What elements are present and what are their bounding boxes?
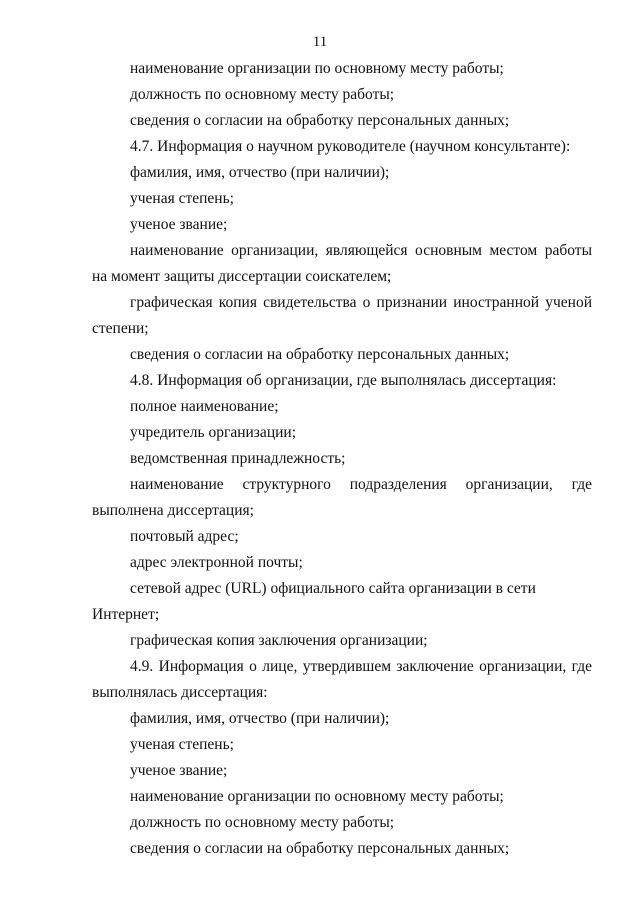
paragraph-14: ведомственная принадлежность; xyxy=(130,450,346,467)
paragraph-26: сведения о согласии на обработку персональных данных; xyxy=(130,840,510,857)
page-number: 11 xyxy=(312,34,328,50)
paragraph-13: учредитель организации; xyxy=(130,424,297,441)
paragraph-3: сведения о согласии на обработку персональных данных; xyxy=(130,112,510,129)
paragraph-5: фамилия, имя, отчество (при наличии); xyxy=(130,164,390,181)
paragraph-23: ученое звание; xyxy=(130,762,228,779)
paragraph-11: 4.8. Информация об организации, где выполнялась диссертация: xyxy=(130,372,557,389)
paragraph-22: ученая степень; xyxy=(130,736,234,753)
document-body xyxy=(92,56,592,862)
paragraph-19: графическая копия заключения организации; xyxy=(130,632,428,649)
paragraph-12: полное наименование; xyxy=(130,398,279,415)
paragraph-4: 4.7. Информация о научном руководителе (научном консультанте): xyxy=(130,138,571,155)
paragraph-10: сведения о согласии на обработку персональных данных; xyxy=(130,346,510,363)
paragraph-20: 4.9. Информация о лице, утвердившем заключение организации, где выполнялась диссертация: xyxy=(92,658,592,701)
paragraph-9: графическая копия свидетельства о признании иностранной ученой степени; xyxy=(92,294,592,337)
paragraph-8: наименование организации, являющейся основным местом работы на момент защиты диссертации соискателем; xyxy=(92,242,592,285)
paragraph-24: наименование организации по основному месту работы; xyxy=(130,788,504,805)
paragraph-2: должность по основному месту работы; xyxy=(130,86,395,103)
paragraph-21: фамилия, имя, отчество (при наличии); xyxy=(130,710,390,727)
paragraph-17: адрес электронной почты; xyxy=(130,554,303,571)
paragraph-16: почтовый адрес; xyxy=(130,528,239,545)
paragraph-6: ученая степень; xyxy=(130,190,234,207)
paragraph-25: должность по основному месту работы; xyxy=(130,814,395,831)
paragraph-15: наименование структурного подразделения организации, где выполнена диссертация; xyxy=(92,476,592,519)
paragraph-1: наименование организации по основному месту работы; xyxy=(130,60,504,77)
paragraph-18: сетевой адрес (URL) официального сайта организации в сети Интернет; xyxy=(92,580,536,623)
paragraph-7: ученое звание; xyxy=(130,216,228,233)
